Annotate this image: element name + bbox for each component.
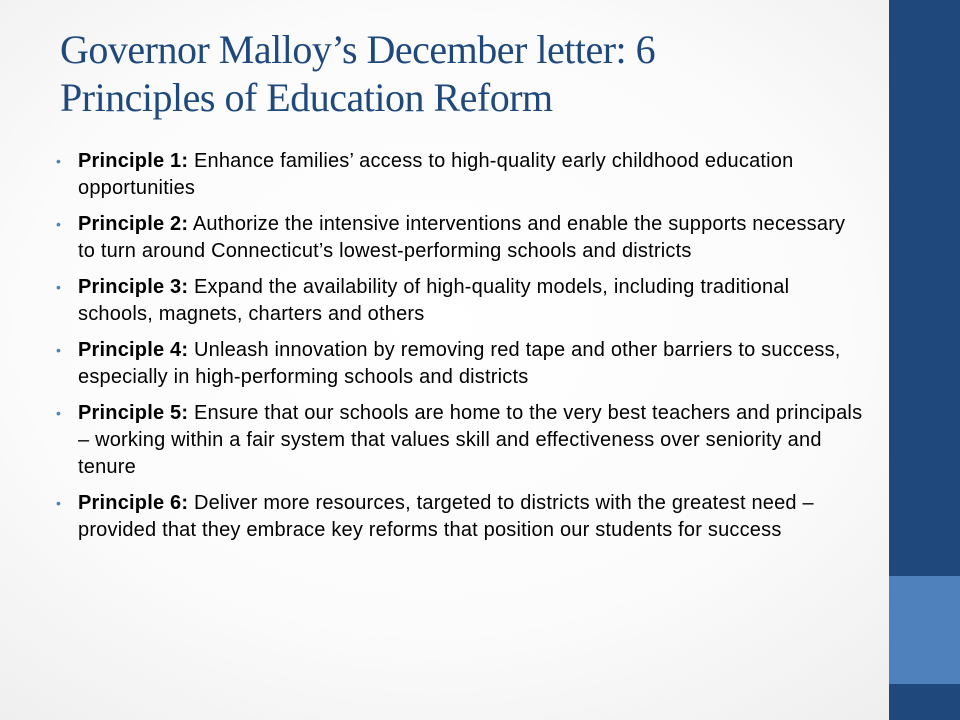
list-item-principle-1 (56, 148, 866, 202)
list-item-principle-2 (56, 211, 866, 265)
principle-label: Principle 3: (78, 276, 189, 298)
bullet-icon: • (56, 153, 62, 169)
list-item-principle-6 (56, 490, 866, 544)
list-item-principle-3 (56, 274, 866, 328)
bullet-icon: • (56, 405, 62, 421)
list-item-principle-4 (56, 337, 866, 391)
principle-text: Unleash innovation by removing red tape and other barriers to success, especially in high-performing schools and districts (78, 339, 841, 388)
bullet-icon: • (56, 342, 62, 358)
principle-label: Principle 4: (78, 339, 189, 361)
bullet-icon: • (56, 279, 62, 295)
side-accent-block (889, 576, 960, 684)
slide-title-line-1: Governor Malloy’s December letter: 6 (60, 27, 656, 72)
principle-text: Ensure that our schools are home to the very best teachers and principals – working within a fair system that values skill and effectiveness over seniority and tenure (78, 402, 863, 478)
bullet-icon: • (56, 216, 62, 232)
principles-list (56, 148, 866, 553)
principle-label: Principle 1: (78, 150, 189, 172)
principle-label: Principle 6: (78, 492, 189, 514)
bullet-icon: • (56, 495, 62, 511)
slide-title-line-2: Principles of Education Reform (60, 75, 553, 120)
principle-label: Principle 2: (78, 213, 189, 235)
slide-title (60, 26, 870, 122)
principle-label: Principle 5: (78, 402, 189, 424)
list-item-principle-5 (56, 400, 866, 481)
principle-text: Deliver more resources, targeted to districts with the greatest need – provided that they embrace key reforms that position our students for success (78, 492, 814, 541)
principle-text: Expand the availability of high-quality models, including traditional schools, magnets, charters and others (78, 276, 790, 325)
principle-text: Enhance families’ access to high-quality early childhood education opportunities (78, 150, 794, 199)
principle-text: Authorize the intensive interventions and enable the supports necessary to turn around Connecticut’s lowest-performing schools and districts (78, 213, 846, 262)
